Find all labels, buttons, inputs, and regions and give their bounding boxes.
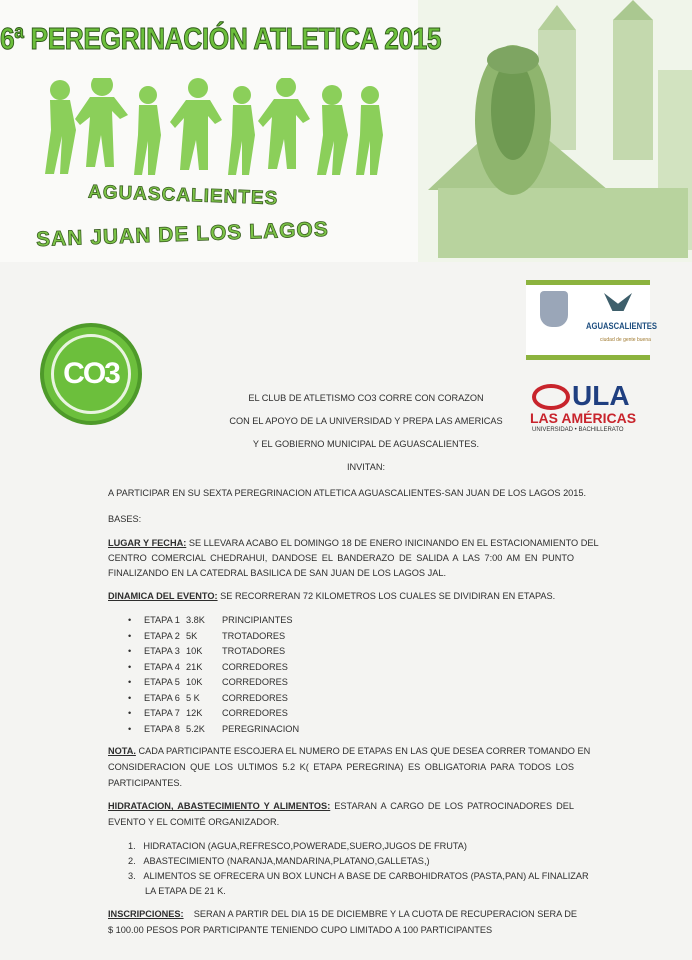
- etapa-distance: 10K: [186, 646, 203, 656]
- etapa-category: CORREDORES: [222, 708, 288, 718]
- etapa-name: ETAPA 7: [144, 708, 180, 718]
- etapa-row: [128, 662, 288, 673]
- etapa-row: [128, 724, 299, 735]
- etapa-row: [128, 615, 292, 626]
- etapa-row: [128, 693, 288, 704]
- runners-silhouettes: [40, 78, 385, 178]
- supply-item: 3. ALIMENTOS SE OFRECERA UN BOX LUNCH A BASE DE CARBOHIDRATOS (PASTA,PAN) AL FINALIZAR: [128, 871, 589, 881]
- dinamica-line: [108, 591, 555, 602]
- etapa-name: ETAPA 1: [144, 615, 180, 625]
- supply-item-text: HIDRATACION (AGUA,REFRESCO,POWERADE,SUERO,JUGOS DE FRUTA): [143, 841, 467, 851]
- supply-item: 1. HIDRATACION (AGUA,REFRESCO,POWERADE,SUERO,JUGOS DE FRUTA): [128, 841, 467, 851]
- etapa-category: CORREDORES: [222, 661, 288, 672]
- nota-text: CADA PARTICIPANTE ESCOJERA EL NUMERO DE ETAPAS EN LAS QUE DESEA CORRER TOMANDO EN: [135, 746, 591, 756]
- bases-heading: BASES:: [108, 514, 142, 524]
- co3-logo-text: CO3: [63, 357, 119, 390]
- origin-city: AGUASCALIENTES: [87, 181, 279, 210]
- etapa-name: ETAPA 8: [144, 723, 180, 734]
- etapa-distance: 21K: [186, 661, 203, 672]
- etapa-category: CORREDORES: [222, 677, 288, 687]
- gov-tagline: ciudad de gente buena: [600, 337, 651, 343]
- eagle-icon: [604, 293, 632, 311]
- intro-line: CON EL APOYO DE LA UNIVERSIDAD Y PREPA LAS AMERICAS: [229, 416, 503, 426]
- bullet-icon: •: [128, 661, 132, 672]
- lugar-label: LUGAR Y FECHA:: [108, 538, 187, 548]
- destination-city: SAN JUAN DE LOS LAGOS: [35, 217, 330, 252]
- nota-line: PARTICIPANTES.: [108, 778, 183, 788]
- etapa-distance: 10K: [186, 677, 203, 687]
- etapa-category: TROTADORES: [222, 630, 286, 641]
- etapa-category: PRINCIPIANTES: [222, 615, 293, 625]
- intro-line: EL CLUB DE ATLETISMO CO3 CORRE CON CORAZON: [248, 393, 484, 403]
- hidratacion-text: ESTARAN A CARGO DE LOS PATROCINADORES DEL: [330, 801, 574, 811]
- dinamica-text: SE RECORRERAN 72 KILOMETROS LOS CUALES SE DIVIDIRAN EN ETAPAS.: [217, 591, 556, 601]
- inscripciones-line: $ 100.00 PESOS POR PARTICIPANTE TENIENDO CUPO LIMITADO A 100 PARTICIPANTES: [108, 925, 493, 935]
- hidratacion-line: [108, 801, 574, 812]
- supply-item: 2. ABASTECIMIENTO (NARANJA,MANDARINA,PLATANO,GALLETAS,): [128, 856, 430, 866]
- lugar-line: FINALIZANDO EN LA CATEDRAL BASILICA DE SAN JUAN DE LOS LAGOS JAL.: [108, 568, 446, 578]
- lugar-line: [108, 538, 599, 549]
- etapa-distance: 5 K: [186, 692, 200, 703]
- dinamica-label: DINAMICA DEL EVENTO:: [108, 591, 218, 601]
- supply-item-cont: LA ETAPA DE 21 K.: [145, 886, 226, 896]
- etapa-row: [128, 646, 285, 657]
- etapa-name: ETAPA 2: [144, 630, 180, 641]
- ula-text: ULA: [572, 380, 630, 411]
- church-illustration: [418, 0, 692, 262]
- etapa-category: PEREGRINACION: [222, 723, 300, 734]
- bullet-icon: •: [128, 630, 132, 641]
- etapa-name: ETAPA 6: [144, 692, 180, 703]
- nota-label: NOTA.: [108, 746, 136, 756]
- supply-item-text: ABASTECIMIENTO (NARANJA,MANDARINA,PLATANO,GALLETAS,): [143, 856, 430, 866]
- bullet-icon: •: [128, 677, 132, 687]
- coat-of-arms-icon: [540, 291, 568, 327]
- hidratacion-label: HIDRATACION, ABASTECIMIENTO Y ALIMENTOS:: [108, 801, 331, 811]
- etapa-category: CORREDORES: [222, 692, 288, 703]
- etapa-distance: 5K: [186, 630, 198, 641]
- lugar-text: SE LLEVARA ACABO EL DOMINGO 18 DE ENERO INICINANDO EN EL ESTACIONAMIENTO DEL: [186, 538, 599, 548]
- supply-item-text: ALIMENTOS SE OFRECERA UN BOX LUNCH A BASE DE CARBOHIDRATOS (PASTA,PAN) AL FINALIZAR: [143, 871, 589, 881]
- header-banner: [0, 0, 692, 262]
- inscripciones-line: [108, 909, 577, 920]
- etapa-row: [128, 677, 288, 688]
- co3-logo: [40, 323, 142, 425]
- etapa-distance: 12K: [186, 708, 203, 718]
- ula-logo: [530, 380, 648, 435]
- ula-name: LAS AMÉRICAS: [530, 410, 637, 426]
- gov-aguascalientes-logo: [526, 280, 657, 360]
- etapa-distance: 5.2K: [186, 723, 205, 734]
- invite-text: A PARTICIPAR EN SU SEXTA PEREGRINACION ATLETICA AGUASCALIENTES-SAN JUAN DE LOS LAGOS 2015.: [108, 488, 587, 498]
- lugar-line: CENTRO COMERCIAL CHEDRAHUI, DANDOSE EL BANDERAZO DE SALIDA A LAS 7:00 AM EN PUNTO: [108, 553, 574, 563]
- inscripciones-text: SERAN A PARTIR DEL DIA 15 DE DICIEMBRE Y LA CUOTA DE RECUPERACION SERA DE: [183, 909, 578, 919]
- etapa-row: [128, 708, 288, 719]
- etapa-row: [128, 631, 285, 642]
- etapa-distance: 3.8K: [186, 615, 205, 625]
- gov-logo-text: AGUASCALIENTES: [586, 321, 657, 331]
- etapa-name: ETAPA 5: [144, 677, 180, 687]
- bullet-icon: •: [128, 692, 132, 703]
- event-title: 6ª PEREGRINACIÓN ATLETICA 2015: [0, 21, 442, 56]
- bullet-icon: •: [128, 615, 132, 625]
- intro-line: Y EL GOBIERNO MUNICIPAL DE AGUASCALIENTES.: [252, 439, 480, 449]
- inscripciones-label: INSCRIPCIONES:: [108, 909, 184, 919]
- nota-line: CONSIDERACION QUE LOS ULTIMOS 5.2 K( ETAPA PEREGRINA) ES OBLIGATORIA PARA TODOS LOS: [108, 762, 574, 772]
- hidratacion-line: EVENTO Y EL COMITÉ ORGANIZADOR.: [108, 817, 280, 827]
- etapa-category: TROTADORES: [222, 646, 286, 656]
- bullet-icon: •: [128, 723, 132, 734]
- nota-line: [108, 746, 591, 757]
- intro-line: INVITAN:: [346, 462, 386, 472]
- etapa-name: ETAPA 4: [144, 661, 180, 672]
- bullet-icon: •: [128, 708, 132, 718]
- bullet-icon: •: [128, 646, 132, 656]
- ula-subtitle: UNIVERSIDAD • BACHILLERATO: [532, 427, 624, 433]
- etapa-name: ETAPA 3: [144, 646, 180, 656]
